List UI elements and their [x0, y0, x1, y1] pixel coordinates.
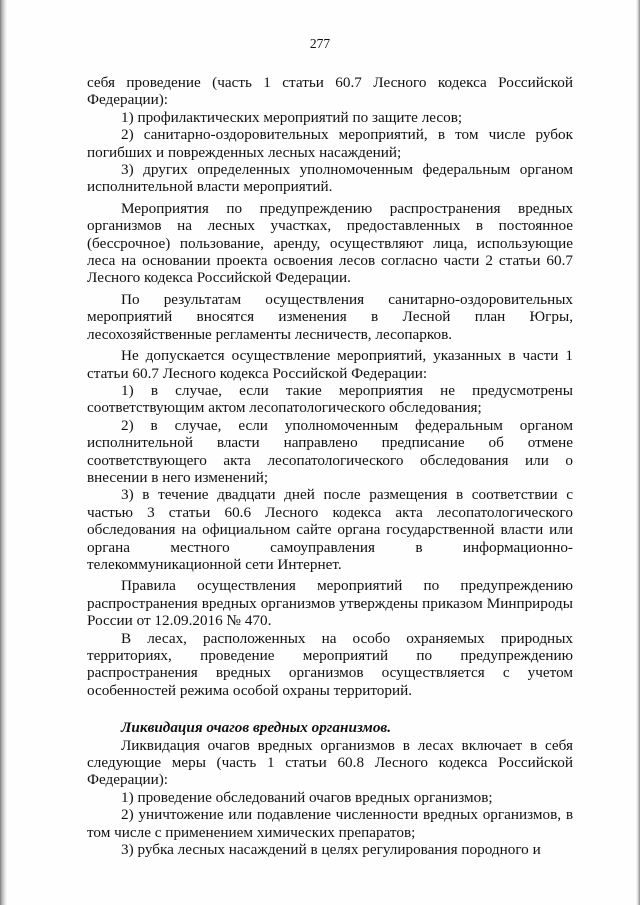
list-item: 3) рубка лесных насаждений в целях регулирования породного и — [121, 841, 541, 859]
section-heading: Ликвидация очагов вредных организмов. — [121, 719, 392, 737]
scan-edge-right — [636, 0, 640, 905]
list-item: 3) в течение двадцати дней после размещения в соответствии с частью 3 статьи 60.6 Лесного кодекса акта лесопатологического обследования на официальном сайте органа государственной власти или органа местного самоуправления в информационно-телекоммуникационной сети Интернет. — [87, 486, 573, 573]
paragraph: Мероприятия по предупреждению распространения вредных организмов на лесных участках, предоставленных в постоянное (бессрочное) пользование, аренду, осуществляют лица, использующие леса на основании проекта освоения лесов согласно части 2 статьи 60.7 Лесного кодекса Российской Федерации. — [87, 199, 573, 287]
list-item: 1) проведение обследований очагов вредных организмов; — [121, 788, 493, 806]
list-item: 3) других определенных уполномоченным федеральным органом исполнительной власти мероприятий. — [87, 161, 573, 196]
list-item: 2) санитарно-оздоровительных мероприятий, в том числе рубок погибших и поврежденных лесных насаждений; — [87, 126, 573, 161]
list-item: 1) в случае, если такие мероприятия не предусмотрены соответствующим актом лесопатологического обследования; — [87, 381, 573, 417]
page-number: 277 — [309, 36, 331, 51]
paragraph: По результатам осуществления санитарно-оздоровительных мероприятий вносятся изменения в Лесной план Югры, лесохозяйственные регламенты лесничеств, лесопарков. — [87, 290, 573, 343]
list-item: 2) уничтожение или подавление численности вредных организмов, в том числе с применением химических препаратов; — [87, 806, 573, 841]
paragraph: себя проведение (часть 1 статьи 60.7 Лесного кодекса Российской Федерации): — [87, 74, 573, 109]
paragraph: Правила осуществления мероприятий по предупреждению распространения вредных организмов утверждены приказом Минприроды России от 12.09.2016 № 470. — [87, 577, 573, 630]
paragraph: Ликвидация очагов вредных организмов в лесах включает в себя следующие меры (часть 1 статьи 60.8 Лесного кодекса Российской Федерации): — [87, 736, 573, 789]
list-item: 2) в случае, если уполномоченным федеральным органом исполнительной власти направлено предписание об отмене соответствующего акта лесопатологического обследования или о внесении в него изменений; — [87, 416, 573, 486]
scan-edge-left — [0, 0, 7, 905]
paragraph: Не допускается осуществление мероприятий, указанных в части 1 статьи 60.7 Лесного кодекса Российской Федерации: — [87, 347, 573, 382]
document-body — [87, 74, 573, 858]
list-item: 1) профилактических мероприятий по защите лесов; — [121, 108, 463, 126]
paragraph: В лесах, расположенных на особо охраняемых природных территориях, проведение мероприятий по предупреждению распространения вредных организмов осуществляется с учетом особенностей режима особой охраны территорий. — [87, 629, 573, 699]
